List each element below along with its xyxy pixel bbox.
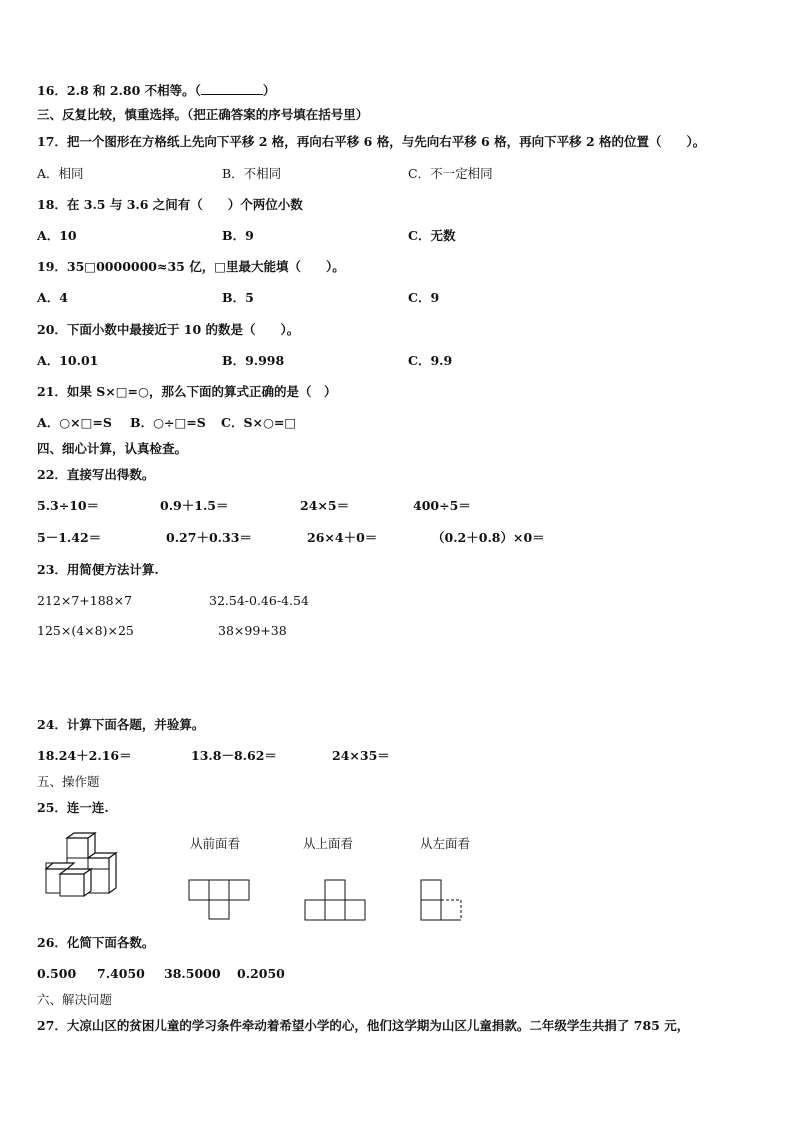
question-19-option-c: C．9: [408, 290, 440, 305]
view-label-front: 从前面看: [190, 836, 241, 851]
question-17-option-c: C．不一定相同: [408, 166, 493, 181]
question-22-stem: 22．直接写出得数。: [37, 467, 155, 482]
question-18-option-a: A．10: [37, 228, 77, 243]
calc-item: （0.2＋0.8）×0＝: [432, 530, 545, 545]
calc-item: 400÷5＝: [413, 498, 471, 513]
question-17-stem: 17．把一个图形在方格纸上先向下平移 2 格，再向右平移 6 格，与先向右平移 6 格，再向下平移 2 格的位置（ ）。: [37, 134, 706, 149]
view-shape-left: [419, 878, 469, 924]
calc-item: 32.54-0.46-4.54: [209, 593, 309, 608]
question-20-option-c: C．9.9: [408, 353, 453, 368]
cube-face: [67, 838, 88, 858]
calc-item: 5－1.42＝: [37, 530, 102, 545]
question-20-option-a: A．10.01: [37, 353, 99, 368]
question-18-option-b: B．9: [222, 228, 254, 243]
answer-blank: [201, 82, 263, 95]
view-label-top: 从上面看: [303, 836, 354, 851]
view-shape-top: [303, 878, 373, 924]
question-19-stem: 19．35□0000000≈35 亿，□里最大能填（ ）。: [37, 259, 345, 274]
number-item: 0.500: [37, 966, 77, 981]
question-16-text: 16．2.8 和 2.80 不相等。（: [37, 83, 201, 98]
question-27-stem: 27．大凉山区的贫困儿童的学习条件牵动着希望小学的心，他们这学期为山区儿童捐款。二年级学生共捐了 785 元，: [37, 1018, 690, 1033]
question-16-close: ）: [262, 83, 276, 98]
number-item: 0.2050: [237, 966, 285, 981]
question-21-option-b: B．○÷□=S: [130, 415, 206, 430]
number-item: 38.5000: [164, 966, 221, 981]
question-17-option-a: A．相同: [37, 166, 84, 181]
cube-stack-figure: [40, 832, 140, 898]
view-label-left: 从左面看: [420, 836, 471, 851]
calc-item: 13.8－8.62＝: [191, 748, 277, 763]
section-6-heading: 六、解决问题: [37, 992, 113, 1007]
question-23-stem: 23．用简便方法计算.: [37, 562, 159, 577]
calc-item: 18.24＋2.16＝: [37, 748, 132, 763]
number-item: 7.4050: [97, 966, 145, 981]
question-18-option-c: C．无数: [408, 228, 456, 243]
calc-item: 0.27＋0.33＝: [166, 530, 252, 545]
question-20-stem: 20．下面小数中最接近于 10 的数是（ ）。: [37, 322, 300, 337]
cube-side: [84, 869, 91, 896]
calc-item: 24×5＝: [300, 498, 350, 513]
question-21-option-a: A．○×□=S: [37, 415, 112, 430]
calc-item: 0.9＋1.5＝: [160, 498, 229, 513]
question-17-option-b: B．不相同: [222, 166, 282, 181]
cube-side: [109, 853, 116, 893]
calc-item: 5.3÷10＝: [37, 498, 100, 513]
calc-item: 212×7+188×7: [37, 593, 133, 608]
question-21-option-c: C．S×○=□: [221, 415, 297, 430]
cube-face: [60, 874, 84, 896]
calc-item: 26×4＋0＝: [307, 530, 378, 545]
question-21-stem: 21．如果 S×□=○，那么下面的算式正确的是（ ）: [37, 384, 337, 399]
question-24-stem: 24．计算下面各题，并验算。: [37, 717, 205, 732]
section-3-heading: 三、反复比较，慎重选择。（把正确答案的序号填在括号里）: [37, 107, 369, 122]
question-19-option-a: A．4: [37, 290, 68, 305]
section-4-heading: 四、细心计算，认真检查。: [37, 441, 188, 456]
calc-item: 125×(4×8)×25: [37, 623, 134, 638]
question-26-stem: 26．化简下面各数。: [37, 935, 155, 950]
question-25-stem: 25．连一连.: [37, 800, 109, 815]
calc-item: 38×99+38: [218, 623, 287, 638]
section-5-heading: 五、操作题: [37, 774, 100, 789]
question-18-stem: 18．在 3.5 与 3.6 之间有（ ）个两位小数: [37, 197, 303, 212]
question-20-option-b: B．9.998: [222, 353, 285, 368]
calc-item: 24×35＝: [332, 748, 390, 763]
view-shape-front: [188, 878, 268, 922]
question-16: [37, 82, 275, 99]
question-19-option-b: B．5: [222, 290, 254, 305]
